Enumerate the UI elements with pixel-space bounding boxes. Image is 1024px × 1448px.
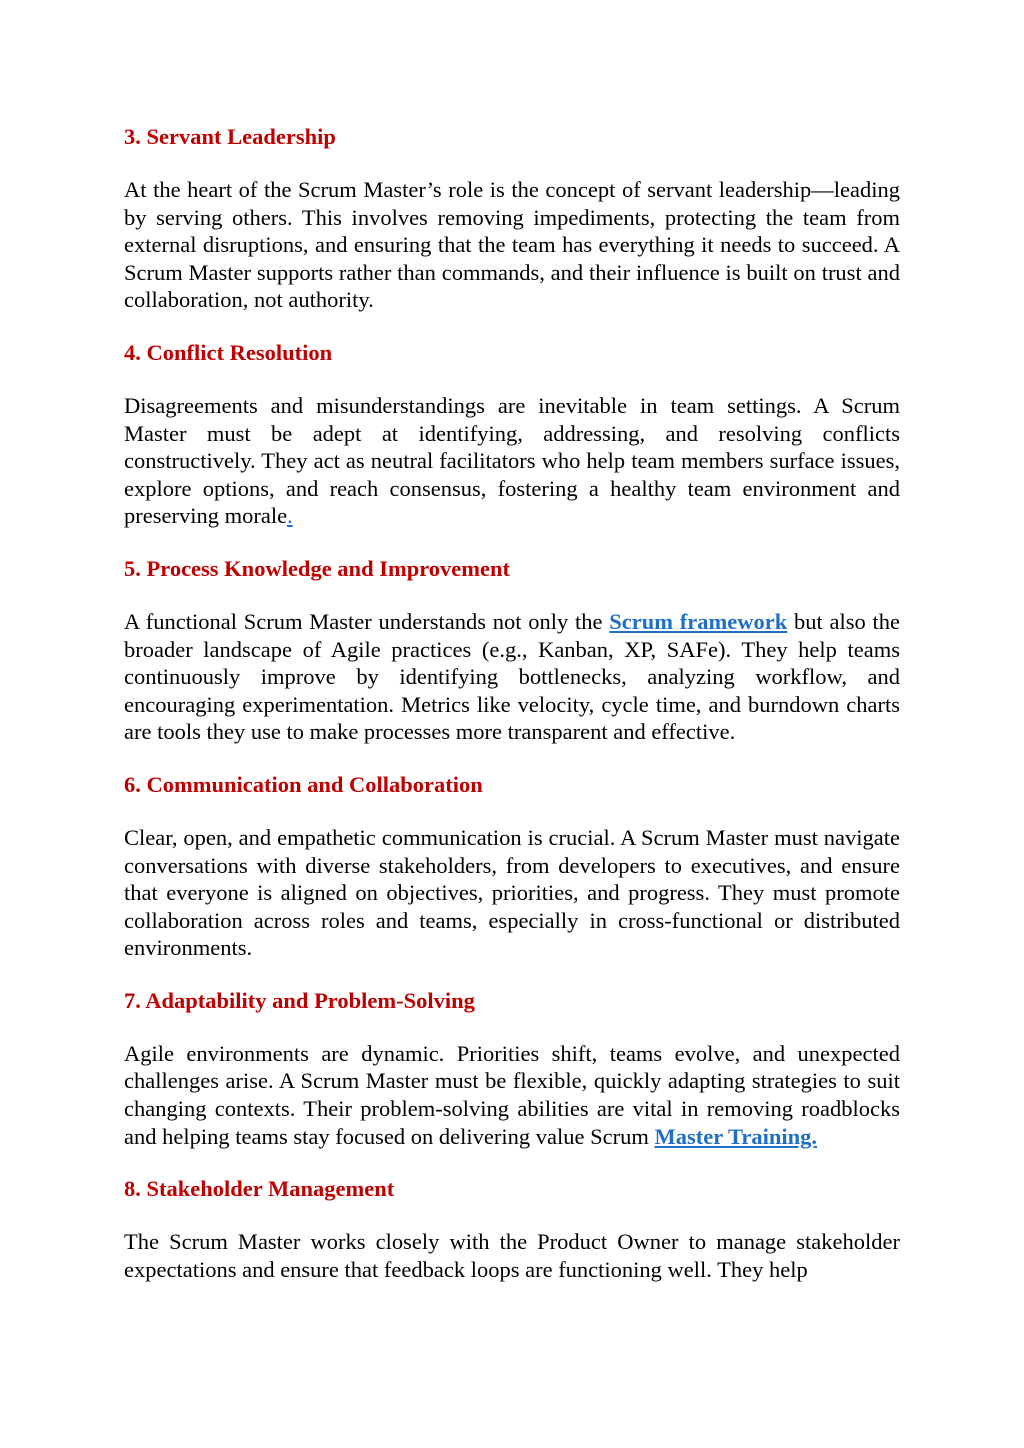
paragraph-text-after: but also the broader landscape of Agile practices (e.g., Kanban, XP, SAFe). They help teams continuously improve by identifying bottlenecks, analyzing workflow, and encouraging experimentation. Metrics like velocity, cycle time, and burndown charts are tools they use to make processes more transparent and effective.: [124, 608, 901, 745]
document-page: [124, 122, 900, 1307]
section-heading: 7. Adaptability and Problem-Solving: [124, 987, 475, 1013]
section-heading: 5. Process Knowledge and Improvement: [124, 555, 511, 581]
section-paragraph: [124, 1040, 900, 1150]
section-servant-leadership: [124, 122, 900, 314]
master-training-link[interactable]: Master Training.: [654, 1123, 817, 1149]
paragraph-text-before: Agile environments are dynamic. Priorities shift, teams evolve, and unexpected challenges arise. A Scrum Master must be flexible, quickly adapting strategies to suit changing contexts. Their problem-solving abilities are vital in removing roadblocks and helping teams stay focused on delivering value Scrum: [124, 1040, 900, 1149]
scrum-framework-link[interactable]: Scrum framework: [609, 608, 788, 634]
period-link[interactable]: .: [287, 503, 293, 529]
section-heading: 6. Communication and Collaboration: [124, 771, 483, 797]
section-communication: [124, 770, 900, 962]
section-heading: 4. Conflict Resolution: [124, 339, 333, 365]
section-paragraph: The Scrum Master works closely with the Product Owner to manage stakeholder expectations and ensure that feedback loops are functioning well. They help: [124, 1229, 900, 1282]
section-heading: 8. Stakeholder Management: [124, 1176, 395, 1202]
section-conflict-resolution: [124, 338, 900, 530]
section-paragraph: [124, 608, 900, 746]
section-paragraph: Clear, open, and empathetic communication is crucial. A Scrum Master must navigate conversations with diverse stakeholders, from developers to executives, and ensure that everyone is aligned on objectives, priorities, and progress. They must promote collaboration across roles and teams, especially in cross-functional or distributed environments.: [124, 824, 900, 961]
paragraph-text-before: A functional Scrum Master understands not only the: [124, 608, 610, 634]
section-process-knowledge: [124, 554, 900, 746]
paragraph-text: Disagreements and misunderstandings are inevitable in team settings. A Scrum Master must be adept at identifying, addressing, and resolving conflicts constructively. They act as neutral facilitators who help team members surface issues, explore options, and reach consensus, fostering a healthy team environment and preserving morale: [124, 392, 900, 529]
section-heading: 3. Servant Leadership: [124, 124, 336, 149]
section-adaptability: [124, 986, 900, 1150]
section-paragraph: At the heart of the Scrum Master’s role is the concept of servant leadership—leading by serving others. This involves removing impediments, protecting the team from external disruptions, and ensuring that the team has everything it needs to succeed. A Scrum Master supports rather than commands, and their influence is built on trust and collaboration, not authority.: [124, 177, 900, 313]
section-stakeholder-management: [124, 1174, 900, 1283]
section-paragraph: [124, 392, 900, 530]
